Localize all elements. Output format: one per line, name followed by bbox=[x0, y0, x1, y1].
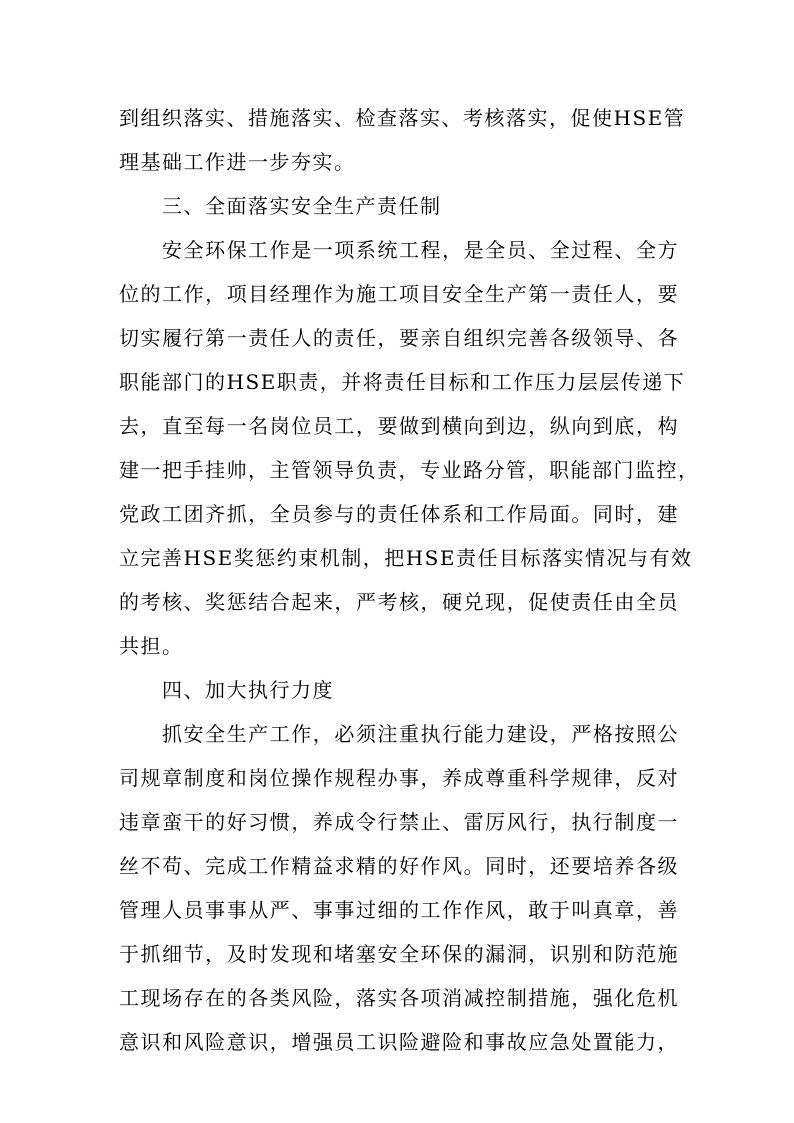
body-text-line: 立完善HSE奖惩约束机制，把HSE责任目标落实情况与有效 bbox=[119, 546, 693, 570]
body-text-line: 抓安全生产工作，必须注重执行能力建设，严格按照公 bbox=[162, 722, 679, 746]
body-text-line: 的考核、奖惩结合起来，严考核，硬兑现，促使责任由全员 bbox=[119, 590, 679, 614]
body-text-line: 切实履行第一责任人的责任，要亲自组织完善各级领导、各 bbox=[119, 326, 679, 350]
body-text-line: 管理人员事事从严、事事过细的工作作风，敢于叫真章，善 bbox=[119, 898, 679, 922]
body-text-line: 位的工作，项目经理作为施工项目安全生产第一责任人，要 bbox=[119, 282, 679, 306]
body-text-line: 党政工团齐抓，全员参与的责任体系和工作局面。同时，建 bbox=[119, 502, 679, 526]
body-text-line: 建一把手挂帅，主管领导负责，专业路分管，职能部门监控， bbox=[119, 458, 700, 482]
body-text-line: 理基础工作进一步夯实。 bbox=[119, 150, 356, 174]
body-text-line: 共担。 bbox=[119, 634, 184, 658]
body-text-line: 丝不苟、完成工作精益求精的好作风。同时，还要培养各级 bbox=[119, 854, 679, 878]
body-text-line: 司规章制度和岗位操作规程办事，养成尊重科学规律，反对 bbox=[119, 766, 679, 790]
body-text-line: 于抓细节，及时发现和堵塞安全环保的漏洞，识别和防范施 bbox=[119, 942, 679, 966]
body-text-line: 安全环保工作是一项系统工程，是全员、全过程、全方 bbox=[162, 238, 679, 262]
section-heading: 四、加大执行力度 bbox=[162, 678, 334, 702]
body-text-line: 到组织落实、措施落实、检查落实、考核落实，促使HSE管 bbox=[119, 106, 686, 130]
body-text-line: 意识和风险意识，增强员工识险避险和事故应急处置能力， bbox=[119, 1030, 679, 1054]
body-text-line: 违章蛮干的好习惯，养成令行禁止、雷厉风行，执行制度一 bbox=[119, 810, 679, 834]
section-heading: 三、全面落实安全生产责任制 bbox=[162, 194, 442, 218]
body-text-line: 工现场存在的各类风险，落实各项消减控制措施，强化危机 bbox=[119, 986, 679, 1010]
body-text-line: 职能部门的HSE职责，并将责任目标和工作压力层层传递下 bbox=[119, 370, 686, 394]
body-text-line: 去，直至每一名岗位员工，要做到横向到边，纵向到底，构 bbox=[119, 414, 679, 438]
